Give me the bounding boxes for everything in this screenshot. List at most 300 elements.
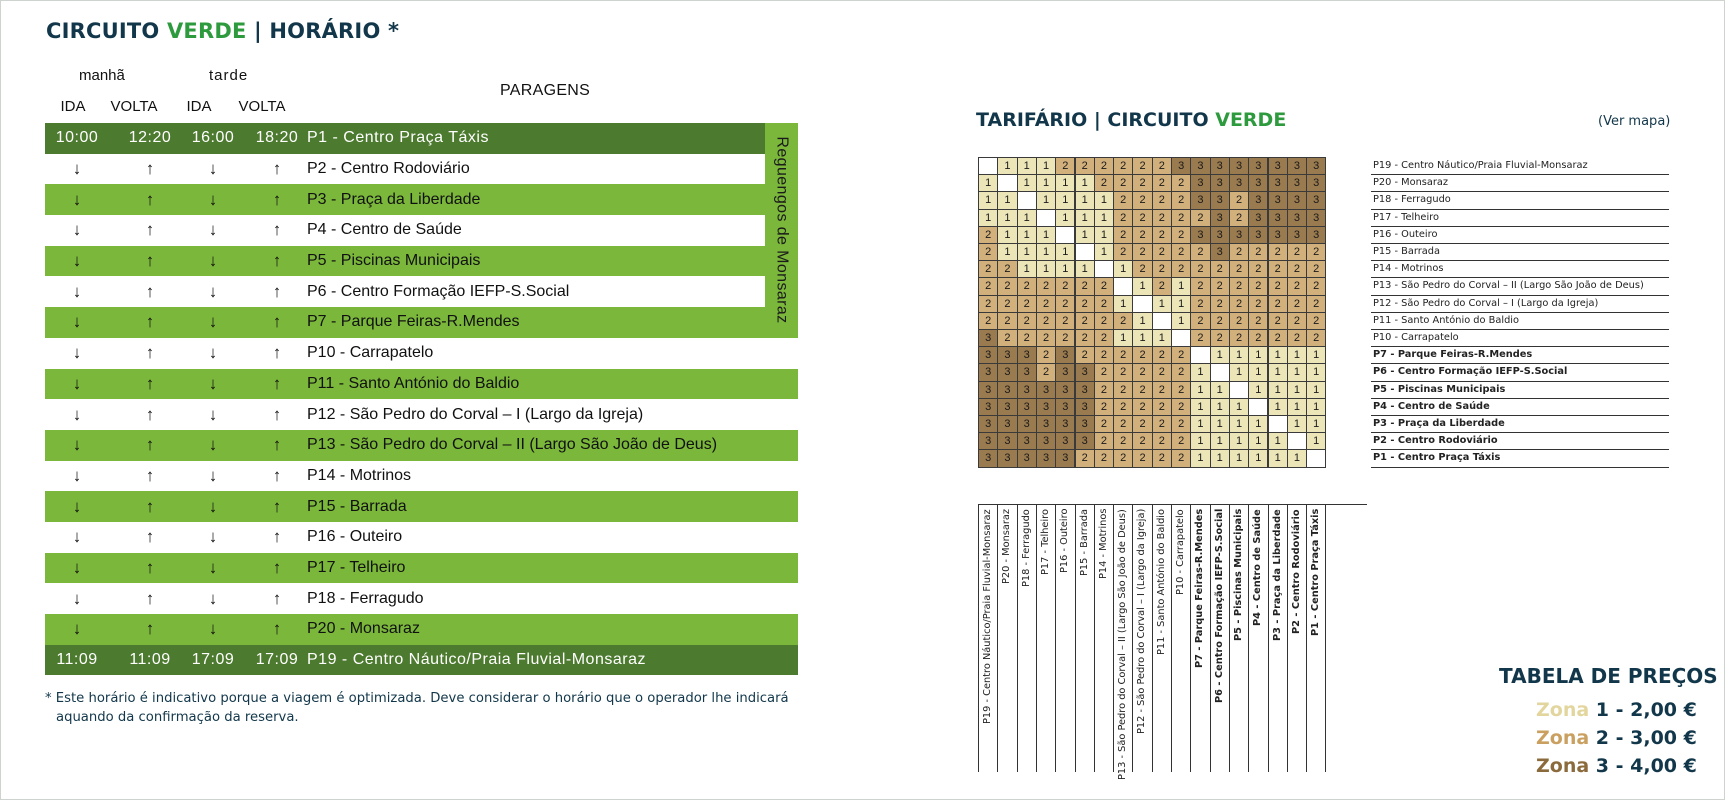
fare-cell: 3	[1017, 363, 1037, 381]
fare-cell: 1	[1210, 449, 1230, 467]
arrow-up-icon: ↑	[272, 404, 282, 424]
fare-cell: 2	[1229, 260, 1249, 278]
fare-cell: 2	[1113, 209, 1133, 227]
fare-cell: 2	[1210, 329, 1230, 347]
arrow-up-icon: ↑	[272, 527, 282, 547]
schedule-time: 12:20	[128, 129, 172, 147]
fare-column-label-text: P11 - Santo António do Baldio	[1155, 508, 1167, 655]
schedule-time: 11:09	[56, 651, 98, 669]
fare-cell: 2	[1210, 277, 1230, 295]
fare-column-label-text: P18 - Ferragudo	[1020, 509, 1032, 587]
fare-cell: 1	[1248, 432, 1268, 450]
fare-cell: 1	[1132, 277, 1152, 295]
fare-cell: 2	[1132, 226, 1152, 244]
fare-cell: 3	[1268, 174, 1288, 192]
fare-cell: 2	[1248, 295, 1268, 313]
fare-column-label-text: P14 - Motrinos	[1097, 508, 1109, 579]
arrow-up-icon: ↑	[145, 189, 155, 209]
fare-cell	[997, 174, 1017, 192]
fare-cell: 1	[978, 209, 998, 227]
arrow-up-icon: ↑	[145, 281, 155, 301]
fare-cell: 1	[1229, 363, 1249, 381]
fare-cell: 2	[1132, 398, 1152, 416]
fare-cell: 3	[1210, 191, 1230, 209]
schedule-row	[45, 338, 798, 369]
schedule-stop-name: P11 - Santo António do Baldio	[307, 374, 520, 392]
fare-cell: 2	[1113, 449, 1133, 467]
fare-cell: 2	[1229, 277, 1249, 295]
schedule-stop-name: P18 - Ferragudo	[307, 589, 424, 607]
fare-cell: 1	[1287, 363, 1307, 381]
fare-cell: 2	[1210, 312, 1230, 330]
fare-cell: 2	[1036, 277, 1056, 295]
arrow-up-icon: ↑	[272, 281, 282, 301]
fare-cell: 3	[1229, 226, 1249, 244]
schedule-stop-name: P17 - Telheiro	[307, 558, 406, 576]
fare-cell: 2	[1152, 191, 1172, 209]
fare-cell: 3	[1248, 226, 1268, 244]
fare-cell: 3	[1248, 191, 1268, 209]
schedule-stop-name: P20 - Monsaraz	[307, 620, 420, 638]
arrow-up-icon: ↑	[272, 159, 282, 179]
arrow-down-icon: ↓	[72, 496, 82, 516]
fare-column-label	[1268, 509, 1289, 769]
header-volta-2: VOLTA	[238, 98, 286, 115]
zona-price: 2 - 3,00 €	[1589, 727, 1697, 749]
fare-cell	[1268, 415, 1288, 433]
fare-cell: 3	[1017, 432, 1037, 450]
fare-cell: 1	[1306, 432, 1326, 450]
fare-cell: 1	[1094, 243, 1114, 261]
fare-cell: 2	[1152, 243, 1172, 261]
fare-column-label	[1152, 509, 1173, 769]
schedule-time: 17:09	[255, 651, 299, 669]
arrow-up-icon: ↑	[272, 619, 282, 639]
fare-cell: 3	[997, 381, 1017, 399]
fare-cell: 1	[1171, 295, 1191, 313]
fare-cell: 2	[1190, 209, 1210, 227]
fare-cell: 2	[1190, 277, 1210, 295]
schedule-row	[45, 246, 798, 277]
preco-zona-3	[1536, 755, 1697, 777]
fare-cell: 1	[1036, 174, 1056, 192]
fare-cell: 2	[1190, 243, 1210, 261]
fare-cell: 2	[1132, 174, 1152, 192]
fare-cell: 3	[1306, 209, 1326, 227]
fare-column-label	[1210, 509, 1231, 769]
fare-cell: 3	[1287, 174, 1307, 192]
fare-cell: 2	[1132, 346, 1152, 364]
arrow-up-icon: ↑	[272, 189, 282, 209]
fare-cell	[1229, 381, 1249, 399]
fare-cell: 2	[1036, 312, 1056, 330]
fare-cell: 2	[1306, 312, 1326, 330]
fare-cell: 2	[1055, 157, 1075, 175]
zona-price: 3 - 4,00 €	[1589, 755, 1697, 777]
fare-cell: 2	[1075, 295, 1095, 313]
fare-cell: 1	[997, 226, 1017, 244]
fare-row-label: P18 - Ferragudo	[1371, 191, 1669, 209]
arrow-down-icon: ↓	[208, 251, 218, 271]
fare-cell: 1	[1306, 363, 1326, 381]
fare-cell: 2	[1036, 363, 1056, 381]
arrow-down-icon: ↓	[208, 220, 218, 240]
fare-column-label-text: P7 - Parque Feiras-R.Mendes	[1194, 508, 1206, 668]
fare-cell: 2	[1306, 329, 1326, 347]
fare-cell: 2	[1268, 312, 1288, 330]
fare-cell	[1036, 209, 1056, 227]
schedule-stop-name: P15 - Barrada	[307, 497, 407, 515]
region-label	[765, 123, 798, 337]
preco-zona-1	[1536, 699, 1697, 721]
fare-cell: 1	[1094, 209, 1114, 227]
fare-cell: 3	[997, 415, 1017, 433]
arrow-down-icon: ↓	[208, 527, 218, 547]
fare-row-label: P16 - Outeiro	[1371, 226, 1669, 244]
fare-cell: 2	[1190, 329, 1210, 347]
arrow-down-icon: ↓	[208, 281, 218, 301]
arrow-up-icon: ↑	[145, 619, 155, 639]
schedule-row	[45, 369, 798, 400]
fare-cell: 2	[1268, 295, 1288, 313]
fare-cell: 1	[1017, 209, 1037, 227]
fare-cell: 1	[1036, 243, 1056, 261]
fare-cell: 2	[1113, 191, 1133, 209]
schedule-stop-name: P7 - Parque Feiras-R.Mendes	[307, 313, 520, 331]
fare-cell: 3	[1210, 226, 1230, 244]
fare-cell: 3	[1075, 363, 1095, 381]
fare-cell: 1	[1055, 209, 1075, 227]
fare-cell: 2	[1036, 346, 1056, 364]
fare-row-label: P14 - Motrinos	[1371, 260, 1669, 278]
fare-column-label-text: P4 - Centro de Saúde	[1252, 509, 1264, 626]
fare-column-label-text: P13 - São Pedro do Corval – II (Largo São João de Deus)	[1117, 509, 1129, 780]
fare-cell: 1	[997, 243, 1017, 261]
fare-cell: 2	[1132, 157, 1152, 175]
arrow-up-icon: ↑	[145, 220, 155, 240]
fare-cell: 3	[1190, 226, 1210, 244]
fare-cell: 2	[1113, 346, 1133, 364]
fare-cell: 2	[1210, 295, 1230, 313]
fare-cell: 2	[1171, 191, 1191, 209]
fare-cell: 2	[1113, 243, 1133, 261]
fare-cell: 1	[1017, 226, 1037, 244]
arrow-down-icon: ↓	[208, 619, 218, 639]
fare-cell: 2	[1113, 398, 1133, 416]
fare-cell: 3	[1268, 226, 1288, 244]
fare-cell: 3	[978, 346, 998, 364]
fare-row-label: P5 - Piscinas Municipais	[1371, 381, 1669, 399]
fare-cell: 2	[1229, 329, 1249, 347]
schedule-stop-name: P10 - Carrapatelo	[307, 344, 434, 362]
fare-cell: 3	[1287, 226, 1307, 244]
fare-cell: 1	[1268, 398, 1288, 416]
fare-cell: 1	[1229, 398, 1249, 416]
fare-cell: 3	[997, 432, 1017, 450]
schedule-row	[45, 522, 798, 553]
schedule-row	[45, 184, 798, 215]
fare-cell: 2	[1132, 381, 1152, 399]
fare-cell: 3	[1248, 174, 1268, 192]
fare-cell: 1	[1306, 398, 1326, 416]
fare-row-label: P2 - Centro Rodoviário	[1371, 432, 1669, 450]
fare-cell: 2	[1229, 209, 1249, 227]
fare-cell: 3	[1055, 449, 1075, 467]
fare-cell: 2	[1152, 346, 1172, 364]
arrow-down-icon: ↓	[208, 465, 218, 485]
arrow-up-icon: ↑	[145, 557, 155, 577]
fare-cell: 2	[1055, 312, 1075, 330]
fare-cell: 3	[1287, 209, 1307, 227]
fare-cell: 2	[1094, 432, 1114, 450]
fare-cell: 3	[978, 381, 998, 399]
fare-cell: 1	[1210, 432, 1230, 450]
fare-cell: 3	[1287, 191, 1307, 209]
fare-cell: 2	[1075, 329, 1095, 347]
fare-cell: 2	[1094, 329, 1114, 347]
arrow-down-icon: ↓	[208, 404, 218, 424]
fare-column-label	[997, 509, 1018, 769]
fare-cell: 2	[1190, 312, 1210, 330]
fare-cell: 2	[1171, 381, 1191, 399]
fare-cell: 1	[1287, 398, 1307, 416]
fare-cell: 1	[997, 209, 1017, 227]
fare-cell: 2	[1094, 312, 1114, 330]
fare-column-label	[1075, 509, 1096, 769]
fare-cell: 2	[1152, 260, 1172, 278]
fare-cell: 2	[1229, 312, 1249, 330]
fare-cell: 2	[1113, 363, 1133, 381]
fare-cell: 2	[1113, 174, 1133, 192]
fare-cell: 2	[1248, 277, 1268, 295]
arrow-up-icon: ↑	[272, 373, 282, 393]
arrow-down-icon: ↓	[208, 588, 218, 608]
fare-cell: 3	[1171, 157, 1191, 175]
fare-cell: 2	[1268, 329, 1288, 347]
tarifario-title-part-1: TARIFÁRIO | CIRCUITO	[976, 109, 1216, 131]
title-asterisk: *	[388, 19, 400, 43]
schedule-stop-name: P4 - Centro de Saúde	[307, 221, 462, 239]
fare-cell: 2	[1248, 312, 1268, 330]
fare-cell: 1	[1094, 191, 1114, 209]
fare-cell: 3	[978, 415, 998, 433]
fare-cell: 2	[1306, 277, 1326, 295]
fare-cell: 2	[1017, 277, 1037, 295]
fare-cell: 3	[1268, 209, 1288, 227]
fare-cell: 1	[1229, 432, 1249, 450]
fare-cell: 2	[1113, 381, 1133, 399]
fare-column-label-text: P6 - Centro Formação IEFP-S.Social	[1213, 508, 1225, 703]
fare-cell	[1306, 449, 1326, 467]
fare-cell: 1	[1075, 209, 1095, 227]
schedule-time: 10:00	[55, 129, 99, 147]
fare-cell: 1	[1055, 191, 1075, 209]
fare-cell: 1	[1210, 346, 1230, 364]
header-manha: manhã	[79, 67, 125, 84]
fare-cell: 3	[1036, 381, 1056, 399]
fare-cell: 2	[1055, 329, 1075, 347]
schedule-stop-name: P6 - Centro Formação IEFP-S.Social	[307, 282, 570, 300]
fare-cell: 2	[1152, 226, 1172, 244]
arrow-down-icon: ↓	[72, 159, 82, 179]
schedule-time: 11:09	[129, 651, 171, 669]
arrow-up-icon: ↑	[145, 435, 155, 455]
zona-word: Zona	[1536, 727, 1590, 749]
fare-cell: 2	[1055, 295, 1075, 313]
fare-cell: 2	[1132, 260, 1152, 278]
fare-row-label: P7 - Parque Feiras-R.Mendes	[1371, 346, 1669, 364]
fare-cell: 1	[1190, 398, 1210, 416]
fare-cell: 2	[978, 312, 998, 330]
fare-cell: 2	[1171, 363, 1191, 381]
fare-cell: 3	[1055, 346, 1075, 364]
fare-cell: 3	[1036, 432, 1056, 450]
schedule-stop-name: P2 - Centro Rodoviário	[307, 160, 470, 178]
page-title	[46, 19, 399, 43]
fare-cell: 1	[1306, 415, 1326, 433]
schedule-row	[45, 583, 798, 614]
fare-cell: 2	[1229, 243, 1249, 261]
fare-cell	[1017, 191, 1037, 209]
fare-cell: 2	[1248, 329, 1268, 347]
fare-cell: 2	[1094, 277, 1114, 295]
fare-cell: 2	[1268, 260, 1288, 278]
fare-cell: 1	[1306, 381, 1326, 399]
fare-column-label	[1306, 509, 1327, 769]
fare-cell: 2	[1152, 209, 1172, 227]
fare-cell: 2	[1287, 295, 1307, 313]
arrow-up-icon: ↑	[145, 343, 155, 363]
fare-cell: 1	[1017, 174, 1037, 192]
fare-cell: 3	[1210, 157, 1230, 175]
arrow-down-icon: ↓	[72, 281, 82, 301]
fare-cell: 3	[1306, 174, 1326, 192]
arrow-down-icon: ↓	[208, 496, 218, 516]
fare-cell: 2	[1094, 174, 1114, 192]
fare-cell: 3	[1229, 157, 1249, 175]
fare-cell: 2	[1171, 174, 1191, 192]
arrow-down-icon: ↓	[72, 465, 82, 485]
fare-row-label: P19 - Centro Náutico/Praia Fluvial-Monsaraz	[1371, 157, 1669, 175]
schedule-stop-name: P13 - São Pedro do Corval – II (Largo São João de Deus)	[307, 436, 718, 454]
arrow-down-icon: ↓	[208, 373, 218, 393]
fare-row-label: P12 - São Pedro do Corval – I (Largo da Igreja)	[1371, 295, 1669, 313]
schedule-stop-name: P1 - Centro Praça Táxis	[307, 129, 489, 147]
arrow-down-icon: ↓	[208, 435, 218, 455]
title-part-3: | HORÁRIO	[246, 19, 389, 43]
fare-column-label	[1248, 509, 1269, 769]
fare-column-label	[978, 509, 999, 769]
header-ida-1: IDA	[60, 98, 86, 115]
fare-cell: 2	[1094, 295, 1114, 313]
fare-cell: 2	[1152, 157, 1172, 175]
schedule-note	[45, 689, 805, 727]
fare-column-label	[1094, 509, 1115, 769]
fare-column-label-text: P10 - Carrapatelo	[1175, 509, 1186, 595]
fare-cell: 1	[1287, 415, 1307, 433]
fare-cell: 2	[1287, 312, 1307, 330]
fare-cell: 2	[1152, 381, 1172, 399]
fare-cell: 1	[1306, 346, 1326, 364]
arrow-down-icon: ↓	[72, 588, 82, 608]
fare-cell: 2	[997, 260, 1017, 278]
fare-cell: 2	[1094, 415, 1114, 433]
fare-cell	[1055, 226, 1075, 244]
fare-cell: 2	[1094, 363, 1114, 381]
fare-cell	[1094, 260, 1114, 278]
fare-cell: 3	[1268, 157, 1288, 175]
schedule-row	[45, 276, 798, 307]
fare-cell: 2	[1075, 346, 1095, 364]
fare-cell: 1	[1017, 243, 1037, 261]
fare-column-label	[1229, 509, 1250, 769]
arrow-down-icon: ↓	[72, 404, 82, 424]
fare-cell: 2	[1132, 243, 1152, 261]
fare-cell: 2	[997, 329, 1017, 347]
fare-cell: 3	[1017, 398, 1037, 416]
header-volta-1: VOLTA	[110, 98, 158, 115]
schedule-table	[45, 123, 798, 675]
fare-column-label	[1017, 509, 1038, 769]
schedule-row	[45, 307, 798, 338]
fare-cell: 1	[1190, 449, 1210, 467]
fare-row-label: P3 - Praça da Liberdade	[1371, 415, 1669, 433]
fare-cell: 1	[1036, 157, 1056, 175]
fare-cell: 2	[1094, 157, 1114, 175]
fare-cell: 3	[1306, 157, 1326, 175]
zona-price: 1 - 2,00 €	[1589, 699, 1697, 721]
ver-mapa-link[interactable]: (Ver mapa)	[1598, 114, 1671, 129]
fare-cell: 2	[1229, 295, 1249, 313]
fare-cell: 2	[1248, 243, 1268, 261]
fare-cell: 1	[1268, 346, 1288, 364]
schedule-time: 16:00	[191, 129, 235, 147]
arrow-down-icon: ↓	[208, 343, 218, 363]
fare-cell: 3	[1055, 415, 1075, 433]
region-label-text: Reguengos de Monsaraz	[773, 136, 791, 324]
fare-cell: 1	[1036, 191, 1056, 209]
fare-cell: 2	[1113, 226, 1133, 244]
fare-cell: 1	[1268, 363, 1288, 381]
fare-cell: 2	[1171, 346, 1191, 364]
fare-cell: 3	[1036, 415, 1056, 433]
arrow-down-icon: ↓	[72, 619, 82, 639]
fare-cell: 2	[1171, 398, 1191, 416]
fare-cell	[978, 157, 998, 175]
fare-cell: 2	[1152, 363, 1172, 381]
fare-cell: 3	[1210, 174, 1230, 192]
fare-cell: 2	[1171, 226, 1191, 244]
arrow-up-icon: ↑	[272, 312, 282, 332]
arrow-down-icon: ↓	[72, 220, 82, 240]
fare-cell: 1	[1248, 363, 1268, 381]
fare-cell: 1	[1210, 381, 1230, 399]
fare-cell: 3	[1210, 209, 1230, 227]
note-line-2: aquando da confirmação da reserva.	[56, 710, 299, 725]
arrow-down-icon: ↓	[208, 189, 218, 209]
fare-cell: 2	[1268, 243, 1288, 261]
fare-cell: 2	[1017, 312, 1037, 330]
schedule-time: 17:09	[191, 651, 235, 669]
fare-row-label: P11 - Santo António do Baldio	[1371, 312, 1669, 330]
fare-cell: 3	[1287, 157, 1307, 175]
fare-cell: 1	[1248, 415, 1268, 433]
fare-cell: 3	[997, 346, 1017, 364]
fare-cell: 2	[1287, 260, 1307, 278]
arrow-up-icon: ↑	[272, 465, 282, 485]
fare-cell: 1	[1248, 381, 1268, 399]
fare-column-label	[1113, 509, 1134, 780]
